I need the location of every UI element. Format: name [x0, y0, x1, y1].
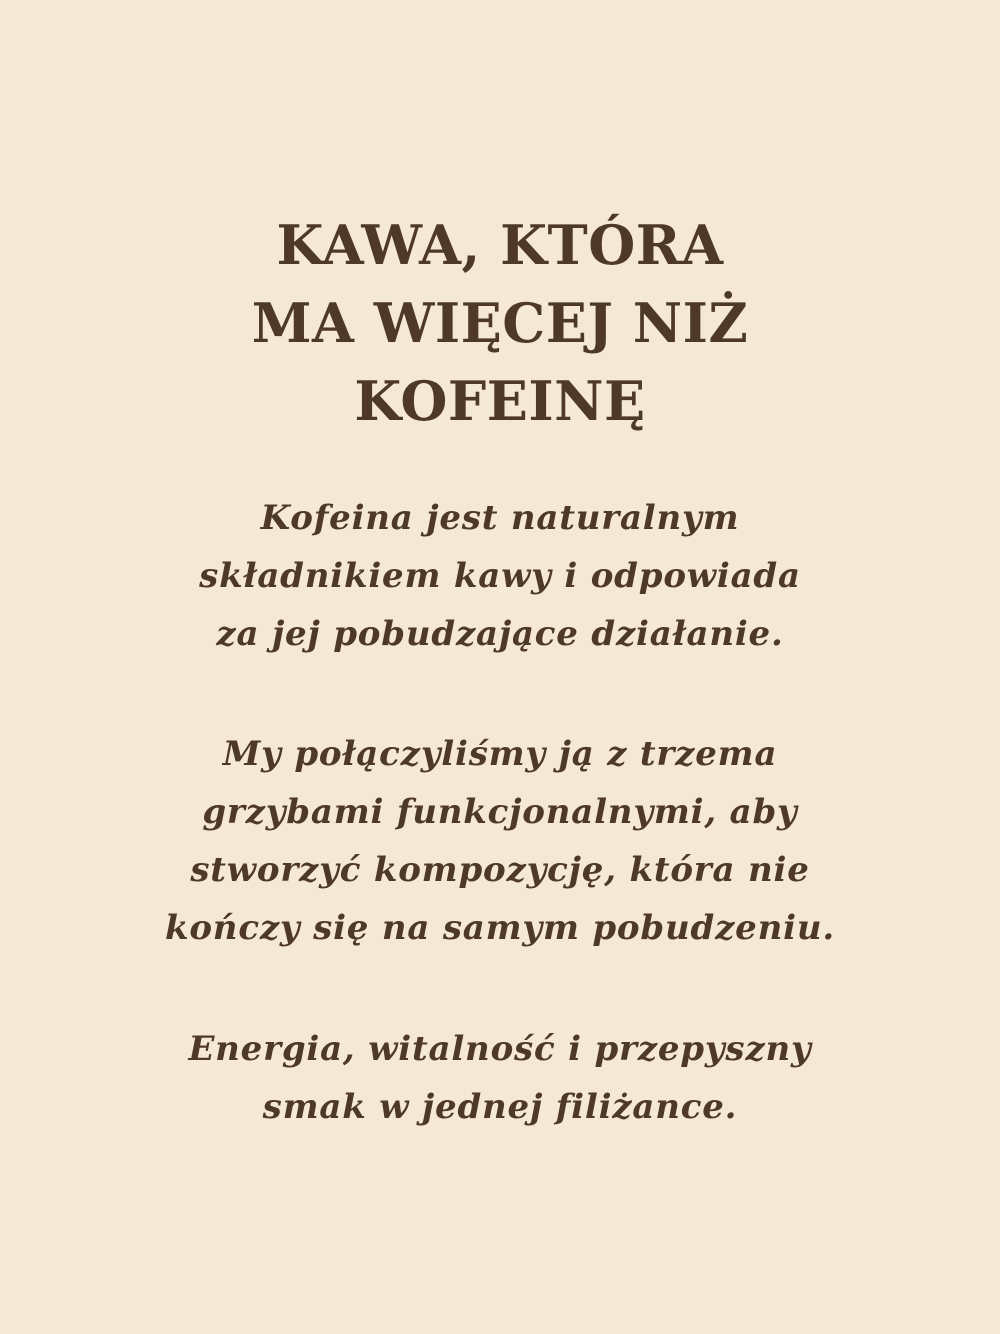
paragraph-mushrooms [0, 725, 1000, 957]
paragraph-line: kończy się na samym pobudzeniu. [164, 908, 836, 948]
headline [0, 206, 1000, 440]
paragraph-line: składnikiem kawy i odpowiada [199, 556, 801, 596]
paragraph-energy [0, 1020, 1000, 1136]
headline-line: KOFEINĘ [354, 369, 646, 433]
paragraph-line: za jej pobudzające działanie. [216, 614, 784, 654]
paragraph-line: stworzyć kompozycję, która nie [190, 850, 810, 890]
paragraph-line: grzybami funkcjonalnymi, aby [202, 792, 798, 832]
headline-line: MA WIĘCEJ NIŻ [251, 291, 749, 355]
paragraph-caffeine [0, 489, 1000, 663]
paragraph-line: Energia, witalność i przepyszny [188, 1029, 812, 1069]
paragraph-line: smak w jednej filiżance. [262, 1087, 738, 1127]
paragraph-line: Kofeina jest naturalnym [260, 498, 740, 538]
paragraph-line: My połączyliśmy ją z trzema [222, 734, 778, 774]
headline-line: KAWA, KTÓRA [276, 213, 724, 277]
